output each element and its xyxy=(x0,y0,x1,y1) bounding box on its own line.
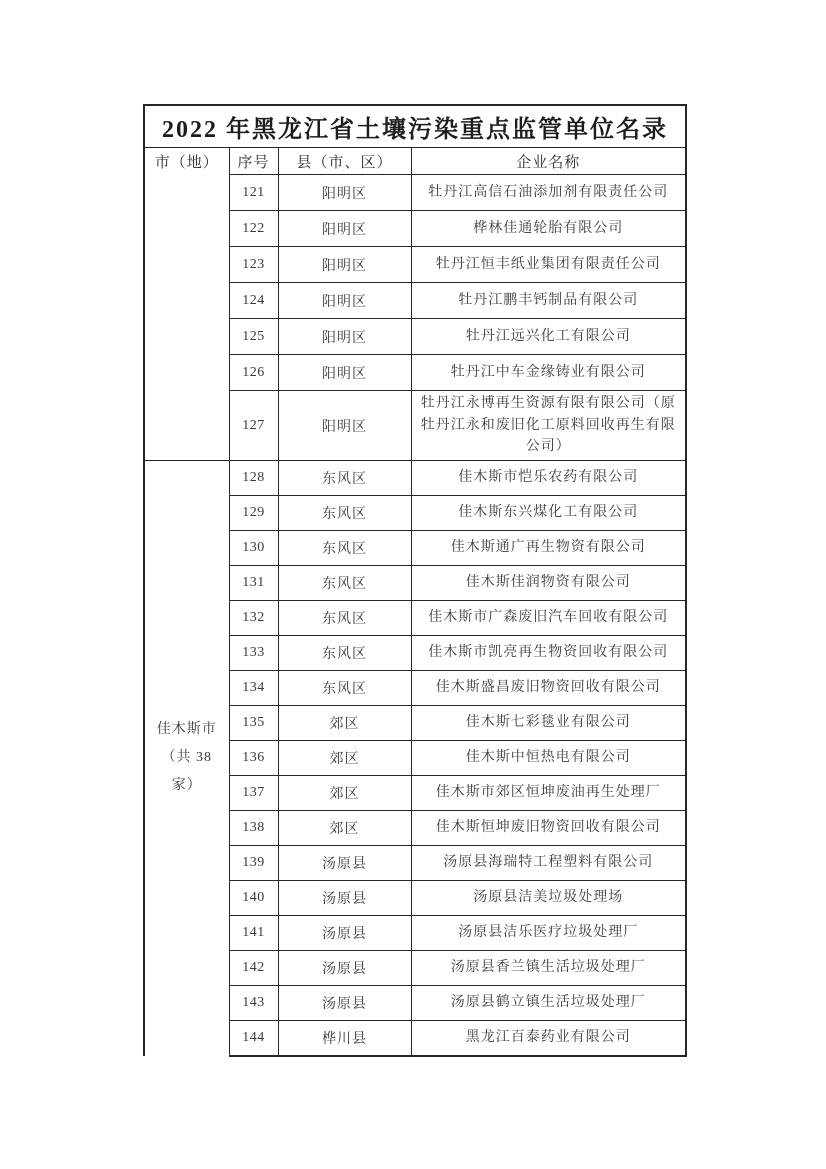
cell-serial: 139 xyxy=(229,846,278,881)
cell-company: 佳木斯七彩毯业有限公司 xyxy=(411,706,686,741)
cell-county: 阳明区 xyxy=(278,319,411,355)
cell-company: 佳木斯恒坤废旧物资回收有限公司 xyxy=(411,811,686,846)
cell-county: 东风区 xyxy=(278,671,411,706)
cell-county: 郊区 xyxy=(278,741,411,776)
header-row xyxy=(144,148,686,175)
city-count: （共 38 家） xyxy=(161,750,212,794)
col-header-city: 市（地） xyxy=(144,148,229,175)
city-group-cell-continued xyxy=(144,175,229,461)
cell-company: 佳木斯通广再生物资有限公司 xyxy=(411,531,686,566)
cell-serial: 132 xyxy=(229,601,278,636)
cell-county: 东风区 xyxy=(278,531,411,566)
cell-serial: 126 xyxy=(229,355,278,391)
city-group-cell-jiamusi xyxy=(144,461,229,1056)
cell-company: 汤原县海瑞特工程塑料有限公司 xyxy=(411,846,686,881)
cell-serial: 128 xyxy=(229,461,278,496)
cell-company: 牡丹江恒丰纸业集团有限责任公司 xyxy=(411,247,686,283)
cell-serial: 143 xyxy=(229,986,278,1021)
cell-serial: 124 xyxy=(229,283,278,319)
col-header-serial: 序号 xyxy=(229,148,278,175)
cell-company: 黑龙江百泰药业有限公司 xyxy=(411,1021,686,1056)
cell-company: 汤原县鹤立镇生活垃圾处理厂 xyxy=(411,986,686,1021)
cell-serial: 141 xyxy=(229,916,278,951)
cell-county: 东风区 xyxy=(278,566,411,601)
cell-company: 佳木斯市恺乐农药有限公司 xyxy=(411,461,686,496)
cell-company: 佳木斯市广森废旧汽车回收有限公司 xyxy=(411,601,686,636)
cell-company: 佳木斯市郊区恒坤废油再生处理厂 xyxy=(411,776,686,811)
title-row xyxy=(144,105,686,148)
cell-company: 佳木斯盛昌废旧物资回收有限公司 xyxy=(411,671,686,706)
cell-serial: 144 xyxy=(229,1021,278,1056)
cell-county: 东风区 xyxy=(278,636,411,671)
cell-serial: 125 xyxy=(229,319,278,355)
cell-county: 桦川县 xyxy=(278,1021,411,1056)
cell-serial: 138 xyxy=(229,811,278,846)
cell-company: 佳木斯市凯亮再生物资回收有限公司 xyxy=(411,636,686,671)
table-row xyxy=(144,461,686,496)
cell-company: 佳木斯东兴煤化工有限公司 xyxy=(411,496,686,531)
cell-county: 阳明区 xyxy=(278,175,411,211)
table-row xyxy=(144,175,686,211)
col-header-county: 县（市、区） xyxy=(278,148,411,175)
cell-county: 汤原县 xyxy=(278,986,411,1021)
cell-company: 桦林佳通轮胎有限公司 xyxy=(411,211,686,247)
cell-serial: 122 xyxy=(229,211,278,247)
cell-county: 郊区 xyxy=(278,706,411,741)
cell-county: 阳明区 xyxy=(278,247,411,283)
cell-company: 汤原县香兰镇生活垃圾处理厂 xyxy=(411,951,686,986)
cell-company: 汤原县洁乐医疗垃圾处理厂 xyxy=(411,916,686,951)
cell-serial: 140 xyxy=(229,881,278,916)
cell-county: 阳明区 xyxy=(278,391,411,461)
supervision-units-table xyxy=(143,104,687,1057)
cell-county: 汤原县 xyxy=(278,881,411,916)
cell-serial: 142 xyxy=(229,951,278,986)
cell-county: 郊区 xyxy=(278,811,411,846)
cell-county: 汤原县 xyxy=(278,846,411,881)
cell-county: 东风区 xyxy=(278,496,411,531)
cell-company: 汤原县洁美垃圾处理场 xyxy=(411,881,686,916)
cell-county: 东风区 xyxy=(278,461,411,496)
cell-county: 阳明区 xyxy=(278,211,411,247)
cell-county: 汤原县 xyxy=(278,916,411,951)
cell-serial: 137 xyxy=(229,776,278,811)
cell-company: 牡丹江永博再生资源有限有限公司（原牡丹江永和废旧化工原料回收再生有限公司） xyxy=(411,391,686,461)
cell-company: 牡丹江鹏丰钙制品有限公司 xyxy=(411,283,686,319)
cell-company: 牡丹江中车金缘铸业有限公司 xyxy=(411,355,686,391)
cell-company: 牡丹江高信石油添加剂有限责任公司 xyxy=(411,175,686,211)
cell-serial: 131 xyxy=(229,566,278,601)
cell-county: 郊区 xyxy=(278,776,411,811)
document-title: 2022 年黑龙江省土壤污染重点监管单位名录 xyxy=(144,105,686,148)
cell-county: 汤原县 xyxy=(278,951,411,986)
cell-county: 阳明区 xyxy=(278,355,411,391)
cell-serial: 123 xyxy=(229,247,278,283)
cell-serial: 121 xyxy=(229,175,278,211)
cell-serial: 129 xyxy=(229,496,278,531)
cell-county: 东风区 xyxy=(278,601,411,636)
cell-company: 佳木斯中恒热电有限公司 xyxy=(411,741,686,776)
cell-serial: 130 xyxy=(229,531,278,566)
col-header-company: 企业名称 xyxy=(411,148,686,175)
cell-serial: 133 xyxy=(229,636,278,671)
cell-serial: 127 xyxy=(229,391,278,461)
cell-serial: 136 xyxy=(229,741,278,776)
cell-serial: 134 xyxy=(229,671,278,706)
city-name: 佳木斯市 xyxy=(156,722,217,738)
cell-county: 阳明区 xyxy=(278,283,411,319)
cell-serial: 135 xyxy=(229,706,278,741)
cell-company: 牡丹江远兴化工有限公司 xyxy=(411,319,686,355)
cell-company: 佳木斯佳润物资有限公司 xyxy=(411,566,686,601)
